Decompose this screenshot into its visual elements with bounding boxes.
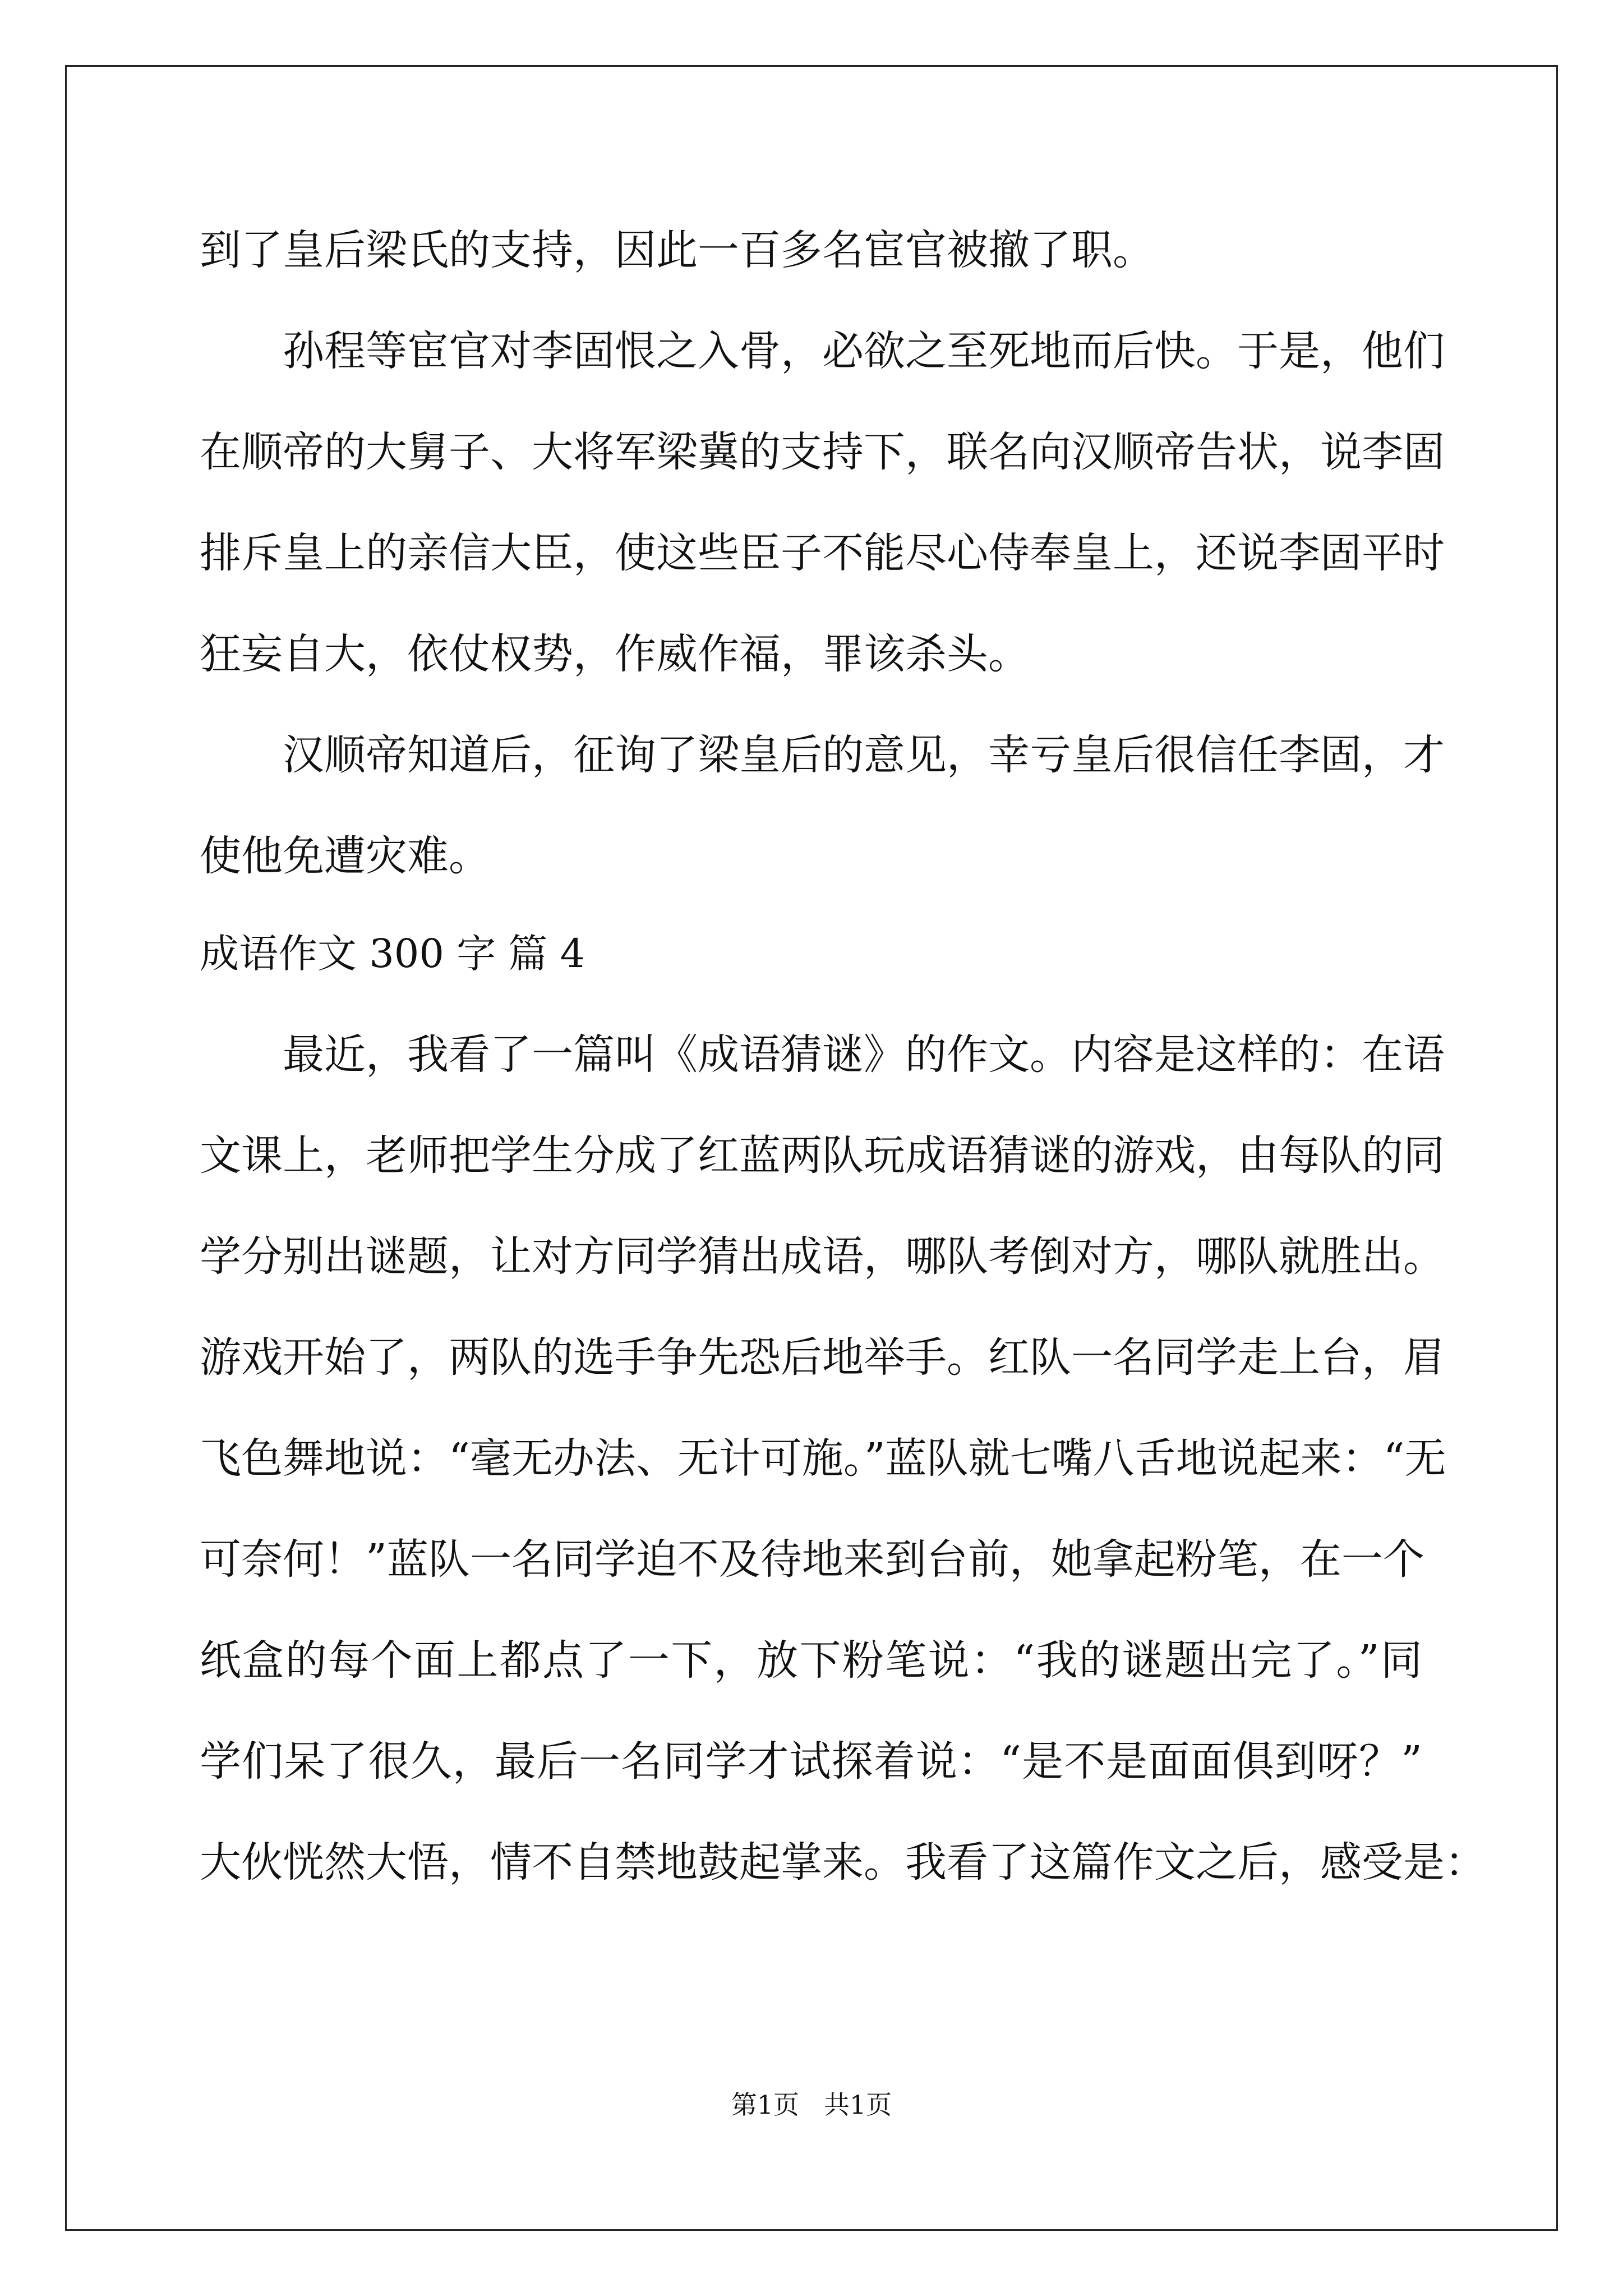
page-number: 第1页 bbox=[731, 2090, 799, 2120]
text-line: 在顺帝的大舅子、大将军梁冀的支持下，联名向汉顺帝告状，说李固 bbox=[200, 428, 1445, 476]
text-line: 文课上，老师把学生分成了红蓝两队玩成语猜谜的游戏，由每队的同 bbox=[200, 1131, 1445, 1180]
text-line: 狂妄自大，依仗权势，作威作福，罪该杀头。 bbox=[200, 630, 1030, 678]
text-line: 学们呆了很久，最后一名同学才试探着说：“是不是面面俱到呀？” bbox=[200, 1737, 1422, 1786]
text-line: 最近，我看了一篇叫《成语猜谜》的作文。内容是这样的：在语 bbox=[283, 1030, 1445, 1079]
text-line: 孙程等宦官对李固恨之入骨，必欲之至死地而后快。于是，他们 bbox=[283, 327, 1445, 375]
text-line: 学分别出谜题，让对方同学猜出成语，哪队考倒对方，哪队就胜出。 bbox=[200, 1232, 1445, 1281]
text-line: 游戏开始了，两队的选手争先恐后地举手。红队一名同学走上台，眉 bbox=[200, 1333, 1445, 1382]
text-line: 到了皇后梁氏的支持，因此一百多名宦官被撤了职。 bbox=[200, 226, 1154, 274]
text-line: 飞色舞地说：“毫无办法、无计可施。”蓝队就七嘴八舌地说起来：“无 bbox=[200, 1434, 1446, 1483]
text-line: 大伙恍然大悟，情不自禁地鼓起掌来。我看了这篇作文之后，感受是： bbox=[200, 1838, 1486, 1887]
text-line: 可奈何！”蓝队一名同学迫不及待地来到台前，她拿起粉笔，在一个 bbox=[200, 1535, 1424, 1584]
text-line: 排斥皇上的亲信大臣，使这些臣子不能尽心侍奉皇上，还说李固平时 bbox=[200, 529, 1445, 577]
page-footer bbox=[0, 2088, 1623, 2122]
section-heading: 成语作文 300 字 篇 4 bbox=[200, 931, 585, 977]
text-line: 汉顺帝知道后，征询了梁皇后的意见，幸亏皇后很信任李固，才 bbox=[283, 731, 1445, 779]
page-total: 共1页 bbox=[824, 2090, 892, 2120]
text-line: 使他免遭灾难。 bbox=[200, 832, 490, 880]
text-line: 纸盒的每个面上都点了一下，放下粉笔说：“我的谜题出完了。”同 bbox=[200, 1636, 1422, 1685]
